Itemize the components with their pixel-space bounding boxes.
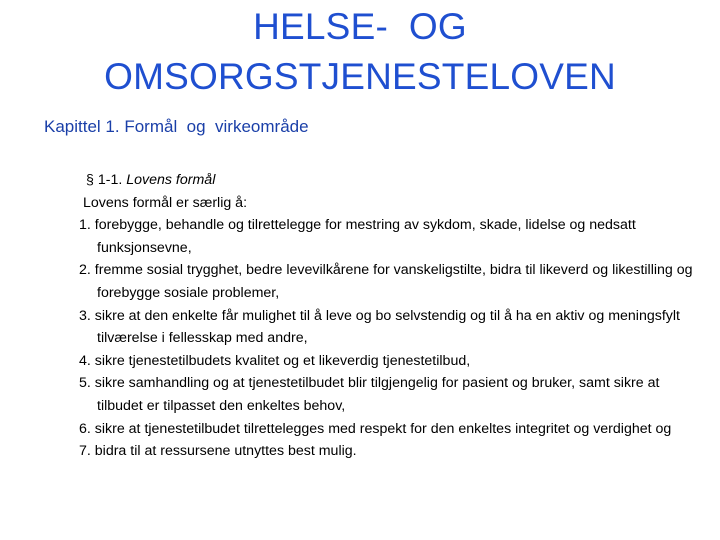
- law-section: [79, 169, 699, 463]
- section-header: [79, 169, 699, 192]
- purpose-item-2: 2. fremme sosial trygghet, bedre levevilkårene for vanskeligstilte, bidra til likeverd og likestilling og forebygge sosiale problemer,: [79, 262, 693, 301]
- chapter-heading: Kapittel 1. Formål og virkeområde: [44, 117, 309, 136]
- slide-title-line-2: OMSORGSTJENESTELOVEN: [104, 56, 616, 97]
- purpose-item-4: 4. sikre tjenestetilbudets kvalitet og et likeverdig tjenestetilbud,: [79, 352, 471, 369]
- purpose-item-3: 3. sikre at den enkelte får mulighet til å leve og bo selvstendig og til å ha en aktiv og meningsfylt tilværelse i fellesskap med andre,: [79, 307, 680, 347]
- section-number: § 1-1.: [86, 172, 123, 188]
- section-title: Lovens formål: [126, 172, 216, 188]
- purpose-list: [79, 214, 699, 463]
- purpose-item-5: 5. sikre samhandling og at tjenestetilbudet blir tilgjengelig for pasient og bruker, samt sikre at tilbudet er tilpasset den enkeltes behov,: [79, 375, 660, 414]
- purpose-item-6: 6. sikre at tjenestetilbudet tilrettelegges med respekt for den enkeltes integritet og verdighet og: [79, 420, 672, 437]
- purpose-item-1: 1. forebygge, behandle og tilrettelegge for mestring av sykdom, skade, lidelse og nedsatt funksjonsevne,: [79, 217, 636, 256]
- slide-title-line-1: HELSE- OG: [253, 6, 467, 47]
- section-intro: Lovens formål er særlig å:: [83, 194, 248, 211]
- purpose-item-7: 7. bidra til at ressursene utnyttes best mulig.: [79, 443, 357, 460]
- slide-title: [0, 2, 720, 102]
